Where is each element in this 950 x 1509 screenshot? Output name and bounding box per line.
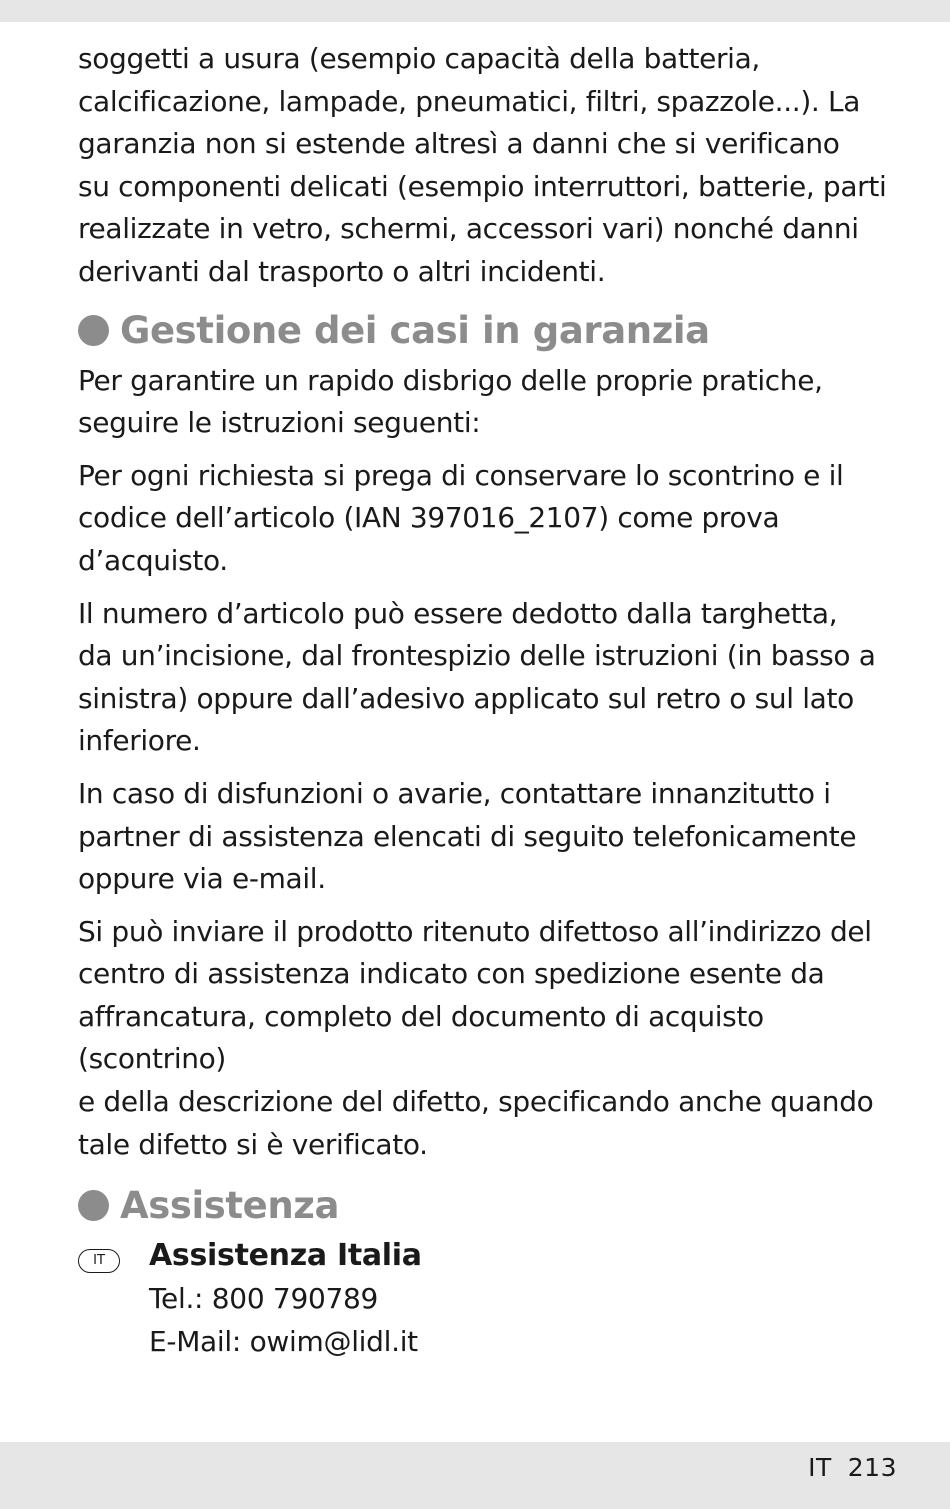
bullet-dot-icon [78, 1190, 109, 1221]
footer-language: IT [808, 1453, 832, 1482]
intro-paragraph: soggetti a usura (esempio capacità della batteria, calcificazione, lampade, pneumatici, filtri, spazzole...). La garanzia non si estende altresì a danni che si verificano su componenti delicati (esempio interruttori, batterie, parti realizzate in vetro, schermi, accessori vari) nonché danni derivanti dal trasporto o altri incidenti. [78, 42, 887, 288]
contact-email: E-Mail: owim@lidl.it [149, 1325, 418, 1359]
warranty-paragraph-1: Per garantire un rapido disbrigo delle proprie pratiche, seguire le istruzioni seguenti: [78, 363, 823, 440]
warranty-paragraph-4: In caso di disfunzioni o avarie, contattare innanzitutto i partner di assistenza elencati di seguito telefonicamente oppure via e-mail. [78, 776, 857, 896]
heading-text: Gestione dei casi in garanzia [120, 309, 710, 353]
country-badge: IT [78, 1249, 120, 1273]
section-heading-warranty [78, 302, 918, 360]
bullet-dot-icon [78, 315, 109, 346]
heading-text: Assistenza [120, 1183, 340, 1227]
contact-details [149, 1234, 422, 1363]
warranty-paragraph-5: Si può inviare il prodotto ritenuto difettoso all’indirizzo del centro di assistenza indicato con spedizione esente da affrancatura, completo del documento di acquisto (scontrino) e della descrizione del difetto, specificando anche quando tale difetto si è verificato. [78, 914, 874, 1161]
warranty-paragraph-3: Il numero d’articolo può essere dedotto dalla targhetta, da un’incisione, dal frontespizio delle istruzioni (in basso a sinistra) oppure dall’adesivo applicato sul retro o sul lato inferiore. [78, 596, 876, 758]
top-band [0, 0, 950, 22]
warranty-paragraph-2: Per ogni richiesta si prega di conservare lo scontrino e il codice dell’articolo (IAN 397016_2107) come prova d’acquisto. [78, 458, 844, 577]
section-heading-service [78, 1176, 918, 1234]
contact-phone: Tel.: 800 790789 [149, 1282, 379, 1316]
service-contact [78, 1234, 918, 1363]
page-number: 213 [847, 1453, 897, 1482]
page-footer [0, 1442, 950, 1509]
contact-title: Assistenza Italia [149, 1238, 422, 1274]
footer-label [808, 1453, 897, 1482]
page-content [78, 38, 918, 1363]
